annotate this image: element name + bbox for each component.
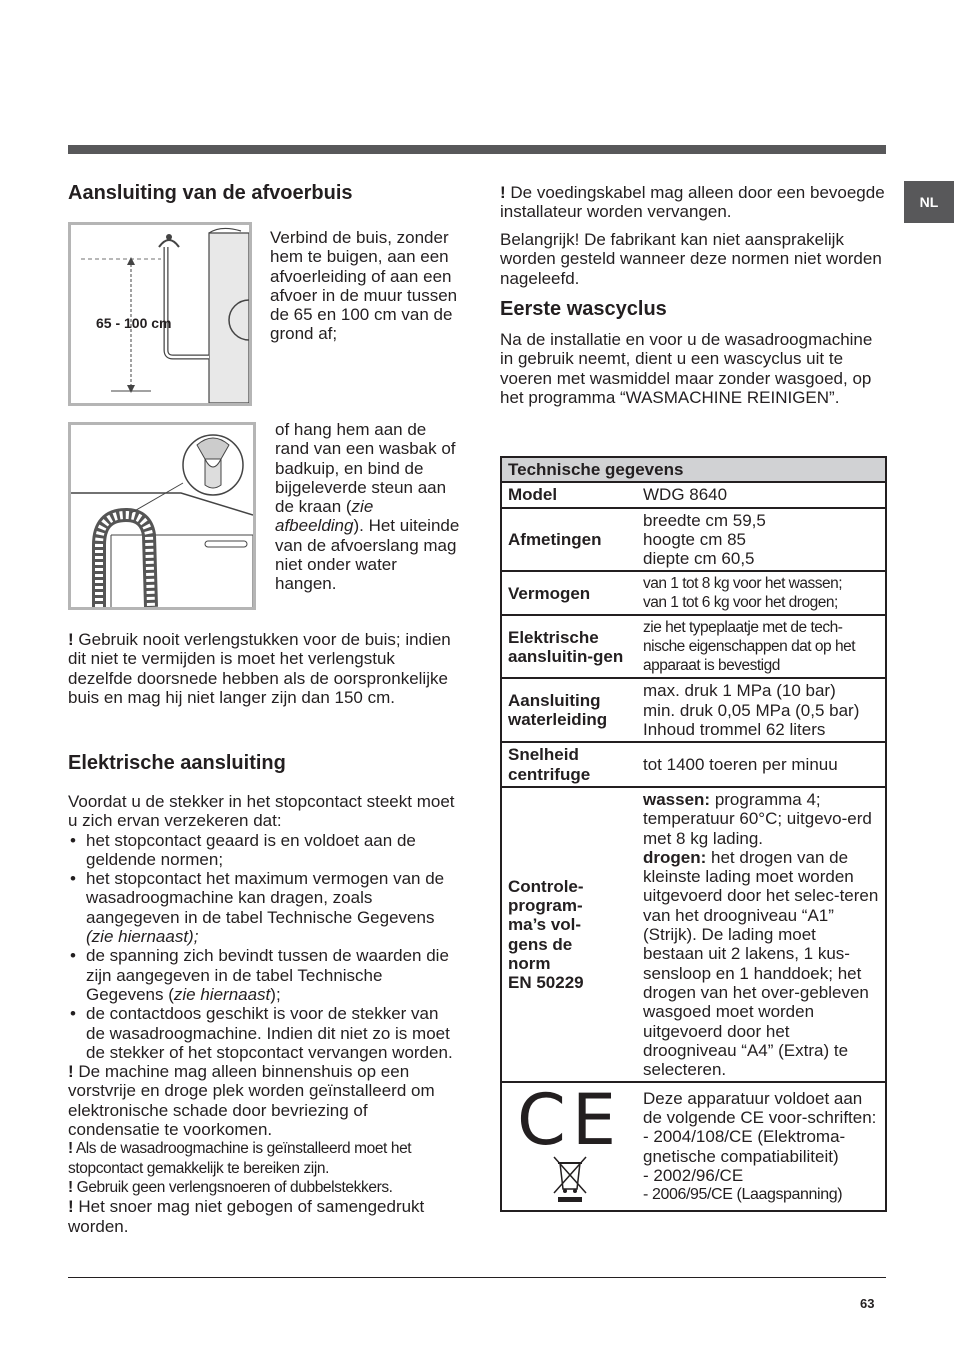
- warning-extension-cords: [68, 1178, 460, 1197]
- table-row: [501, 1082, 886, 1210]
- warning-cable-text: De voedingskabel mag alleen door een bevoegde installateur worden vervangen.: [500, 183, 885, 222]
- table-row: [501, 742, 886, 787]
- pressure-max: max. druk 1 MPa (10 bar): [643, 681, 836, 701]
- drain-wall-illustration: [71, 225, 249, 403]
- list-item: • de contactdoos geschikt is voor de stekker van de wasadroogmachine. Indien dit niet zo is moet de stekker of het stopcontact vervangen worden.: [68, 1004, 460, 1062]
- warning-indoor-text: De machine mag alleen binnenshuis op een vorstvrije en droge plek worden geïnstalleerd om elektronische schade door bevriezing of condensatie te voorkomen.: [68, 1062, 435, 1140]
- ctrl-key-line: ma’s vol-: [508, 915, 582, 935]
- row-value: tot 1400 toeren per minuu: [637, 742, 886, 787]
- drain-wall-figure: [68, 222, 252, 406]
- drum-capacity: Inhoud trommel 62 liters: [643, 720, 826, 740]
- bullet3-italic: zie hiernaast: [173, 984, 271, 1004]
- fig1-text: Verbind de buis, zonder hem te buigen, aan een afvoerleiding of aan een afvoer in de muur tussen de 65 en 100 cm van de grond af;: [270, 228, 458, 344]
- fig2-text: [275, 420, 460, 594]
- weee-bin-icon: [550, 1155, 590, 1203]
- warning-socket: [68, 1139, 460, 1178]
- belangrijk-note: Belangrijk! De fabrikant kan niet aansprakelijk worden gesteld wanneer deze normen niet worden nageleefd.: [500, 230, 882, 288]
- wash-label: wassen:: [643, 789, 711, 809]
- ce-text: Deze apparatuur voldoet aan de volgende CE voor-schriften:: [643, 1088, 877, 1127]
- page-number: 63: [860, 1296, 875, 1311]
- row-value: [637, 571, 886, 615]
- list-item: • het stopcontact geaard is en voldoet aan de geldende normen;: [68, 831, 460, 870]
- warning-mark: !: [68, 1140, 73, 1158]
- table-title: Technische gegevens: [501, 457, 886, 482]
- ce-directive: - 2004/108/CE (Elektroma-gnetische compatiabiliteit): [643, 1127, 846, 1166]
- table-row: [501, 615, 886, 678]
- warning-mark: !: [500, 183, 506, 202]
- warning-mark: !: [68, 630, 74, 649]
- fig2-text-b: ). Het uiteinde van de afvoerslang mag niet onder water hangen.: [275, 516, 460, 594]
- warning-extension: [68, 630, 460, 707]
- table-row: [501, 508, 886, 572]
- capacity-dry: van 1 tot 6 kg voor het drogen;: [643, 594, 838, 612]
- elec-section: [68, 792, 460, 1236]
- header-rule: [68, 145, 886, 154]
- row-value: [637, 787, 886, 1082]
- row-value: [637, 678, 886, 742]
- wash-text: programma 4; temperatuur 60°C; uitgevo-erd met 8 kg lading.: [643, 789, 872, 848]
- table-row: [501, 787, 886, 1082]
- table-row: [501, 678, 886, 742]
- table-row: [501, 571, 886, 615]
- row-key: Model: [501, 482, 637, 507]
- elec-title: Elektrische aansluiting: [68, 752, 286, 774]
- dimension-depth: diepte cm 60,5: [643, 549, 755, 569]
- ctrl-key-line: EN 50229: [508, 973, 584, 993]
- bullet2-italic: (zie hiernaast);: [86, 927, 199, 947]
- row-key: Vermogen: [501, 571, 637, 615]
- row-key: Afmetingen: [501, 508, 637, 572]
- left-column: [68, 180, 460, 1236]
- dimension-height: hoogte cm 85: [643, 529, 747, 549]
- warning-extension-cords-text: Gebruik geen verlengsnoeren of dubbelstekkers.: [72, 1178, 393, 1196]
- warning-indoor: [68, 1062, 460, 1139]
- list-item: [68, 946, 460, 1004]
- ctrl-key-line: gens de: [508, 934, 573, 954]
- warning-cable: [500, 183, 888, 222]
- warning-socket-text: Als de wasadroogmachine is geïnstalleerd moet het stopcontact gemakkelijk te bereiken zijn.: [68, 1140, 412, 1177]
- warning-mark: !: [68, 1197, 74, 1217]
- ctrl-key-line: program-: [508, 896, 583, 916]
- ctrl-key-line: norm: [508, 953, 551, 973]
- ce-directive: - 2002/96/CE: [643, 1165, 744, 1185]
- row-key: [501, 787, 637, 1082]
- fig2-text-italic: zie afbeelding: [275, 497, 374, 536]
- row-value: zie het typeplaatje met de tech-nische eigenschappen dat op het apparaat is bevestigd: [637, 615, 886, 678]
- bullet2-text: het stopcontact het maximum vermogen van de wasadroogmachine kan dragen, zoals aangegeven in de tabel Technische Gegevens: [86, 869, 445, 927]
- row-key: Snelheid centrifuge: [501, 742, 637, 787]
- drain-title: Aansluiting van de afvoerbuis: [68, 182, 353, 204]
- ce-marks: [501, 1079, 637, 1210]
- list-item: [68, 869, 460, 946]
- eerste-title: Eerste wascyclus: [500, 298, 667, 320]
- bullet3-tail: );: [270, 984, 281, 1004]
- table-row: [501, 482, 886, 507]
- row-value: [637, 508, 886, 572]
- warning-mark: !: [68, 1062, 74, 1082]
- dimension-width: breedte cm 59,5: [643, 510, 766, 530]
- row-value: WDG 8640: [637, 482, 886, 507]
- elec-intro: Voordat u de stekker in het stopcontact steekt moet u zich ervan verzekeren dat:: [68, 792, 455, 831]
- pressure-min: min. druk 0,05 MPa (0,5 bar): [643, 700, 860, 720]
- language-tab: NL: [904, 181, 954, 223]
- row-key: Elektrische aansluitin-gen: [501, 615, 637, 678]
- bullet3-text: de spanning zich bevindt tussen de waarden die zijn aangegeven in de tabel Technische Gegevens (: [86, 946, 449, 1004]
- warning-extension-text: Gebruik nooit verlengstukken voor de buis; indien dit niet te vermijden is moet het verlengstuk dezelfde doorsnede hebben als de oorspronkelijke buis en mag hij niet langer zijn dan 150 cm.: [68, 630, 451, 707]
- warning-cord-text: Het snoer mag niet gebogen of samengedrukt worden.: [68, 1197, 425, 1236]
- ce-directive: - 2006/95/CE (Laagspanning): [643, 1186, 843, 1204]
- footer-rule: [68, 1277, 886, 1278]
- elec-list: [68, 831, 460, 1063]
- spec-table: [500, 456, 887, 1212]
- capacity-wash: van 1 tot 8 kg voor het wassen;: [643, 575, 843, 593]
- warning-cord: [68, 1197, 460, 1236]
- row-value: [637, 1082, 886, 1210]
- drain-sink-illustration: [71, 425, 253, 607]
- drain-sink-figure: [68, 422, 256, 610]
- ctrl-key-line: Controle-: [508, 876, 584, 896]
- row-key: Aansluiting waterleiding: [501, 678, 637, 742]
- fig2-text-a: of hang hem aan de rand van een wasbak of badkuip, en bind de bijgeleverde steun aan de kraan (: [275, 420, 456, 517]
- warning-mark: !: [68, 1178, 73, 1196]
- table-row: [501, 457, 886, 482]
- eerste-text: Na de installatie en voor u de wasadroogmachine in gebruik neemt, dient u een wascyclus uit te voeren met wasmiddel maar zonder wasgoed, op het programma “WASMACHINE REINIGEN”.: [500, 330, 873, 407]
- dry-text: het drogen van de kleinste lading moet worden uitgevoerd door het selec-teren van het droogniveau “A1” (Strijk). De lading moet bestaan uit 2 lakens, 1 kus-sensloop en 1 handdoek; het drogen van het over-gebleven wasgoed moet worden uitgevoerd door het droogniveau “A4” (Extra) te selecteren.: [643, 847, 879, 1080]
- height-label: 65 - 100 cm: [96, 315, 172, 331]
- dry-label: drogen:: [643, 847, 707, 867]
- ce-mark: CE: [516, 1079, 623, 1162]
